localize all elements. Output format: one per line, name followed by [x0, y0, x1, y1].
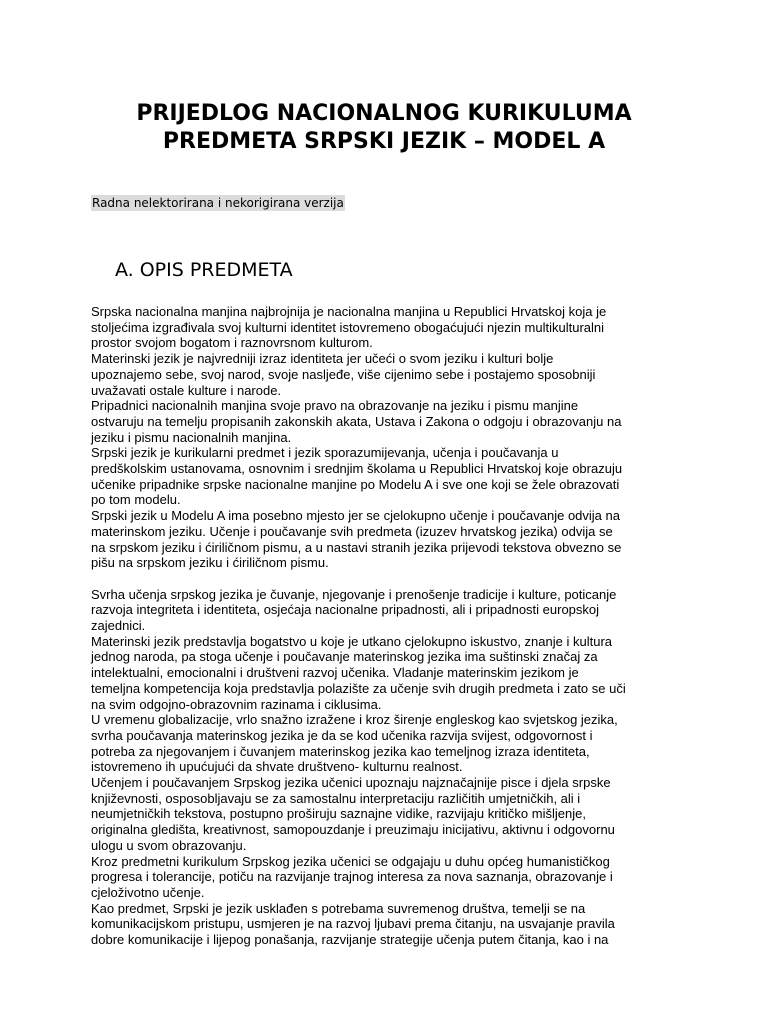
- paragraph-line: jednog naroda, pa stoga učenje i poučavanje materinskog jezika ima suštinski značaj za: [91, 649, 598, 665]
- title-line-2: PREDMETA SRPSKI JEZIK – MODEL A: [162, 129, 606, 154]
- paragraph-line: uvažavati ostale kulture i narode.: [91, 382, 282, 398]
- body-paragraph: [91, 304, 691, 351]
- paragraph-line: Srpski jezik u Modelu A ima posebno mjesto jer se cjelokupno učenje i poučavanje odvija na: [91, 508, 620, 524]
- paragraph-line: Kao predmet, Srpski je jezik usklađen s potrebama suvremenog društva, temelji se na: [91, 900, 586, 916]
- paragraph-line: na srpskom jeziku i ćiriličnom pismu, a u nastavi stranih jezika prijevodi tekstova obvezno se: [91, 539, 622, 555]
- body-paragraph: [91, 508, 691, 571]
- paragraph-line: U vremenu globalizacije, vrlo snažno izražene i kroz širenje engleskog kao svjetskog jezika,: [91, 712, 618, 728]
- draft-note: Radna nelektorirana i nekorigirana verzija: [92, 196, 344, 210]
- paragraph-line: cjeloživotno učenje.: [91, 885, 205, 900]
- paragraph-line: progresa i tolerancije, potiču na razvijanje trajnog interesa za nova saznanja, obrazovanje i: [91, 869, 613, 885]
- paragraph-line: upoznajemo sebe, svoj narod, svoje nasljeđe, više cijenimo sebe i postajemo sposobniji: [91, 366, 596, 382]
- paragraph-line: potreba za njegovanjem i čuvanjem materinskog jezika kao temeljnog izraza identiteta,: [91, 743, 590, 759]
- paragraph-line: ulogu u svom obrazovanju.: [91, 837, 247, 853]
- paragraph-line: dobre komunikacije i lijepog ponašanja, razvijanje strategije učenja putem čitanja, kao i na: [91, 932, 609, 948]
- paragraph-line: komunikacijskom pristupu, usmjeren je na razvoj ljubavi prema čitanju, na usvajanje pravila: [91, 916, 615, 932]
- title-line-1: PRIJEDLOG NACIONALNOG KURIKULUMA: [136, 101, 632, 126]
- body-paragraph: [91, 398, 691, 445]
- paragraph-line: stoljećima izgrađivala svoj kulturni identitet istovremeno obogaćujući njezin multikulturalni: [91, 319, 605, 335]
- paragraph-line: prostor svojom bogatom i raznovrsnom kulturom.: [91, 335, 373, 351]
- body-paragraph: [91, 351, 691, 398]
- document-title: [0, 100, 768, 156]
- body-paragraph: [91, 901, 691, 948]
- paragraph-line: materinskom jeziku. Učenje i poučavanje svih predmeta (izuzev hrvatskog jezika) odvija se: [91, 523, 613, 539]
- paragraph-line: istovremeno ih upućujući da shvate društveno- kulturnu realnost.: [91, 759, 463, 775]
- section-title: OPIS PREDMETA: [139, 259, 293, 281]
- paragraph-line: ostvaruju na temelju propisanih zakonskih akata, Ustava i Zakona o odgoju i obrazovanju na: [91, 413, 622, 429]
- paragraph-line: Učenjem i poučavanjem Srpskog jezika učenici upoznaju najznačajnije pisce i djela srpske: [91, 775, 611, 791]
- paragraph-line: po tom modelu.: [91, 492, 181, 508]
- paragraph-line: intelektualni, emocionalni i društveni razvoj učenika. Vladanje materinskim jezikom je: [91, 665, 579, 681]
- paragraph-gap: [91, 571, 691, 587]
- paragraph-line: Materinski jezik je najvredniji izraz identiteta jer učeći o svom jeziku i kulturi bolje: [91, 351, 554, 367]
- paragraph-line: Pripadnici nacionalnih manjina svoje pravo na obrazovanje na jeziku i pismu manjine: [91, 398, 579, 414]
- paragraph-line: Materinski jezik predstavlja bogatstvo u koje je utkano cjelokupno iskustvo, znanje i kultura: [91, 633, 612, 649]
- body-paragraph: [91, 445, 691, 508]
- paragraph-line: temeljna kompetencija koja predstavlja polazište za učenje svih drugih predmeta i zato se uči: [91, 680, 626, 696]
- paragraph-line: Kroz predmetni kurikulum Srpskog jezika učenici se odgajaju u duhu općeg humanističkog: [91, 853, 610, 869]
- paragraph-line: neumjetničkih tekstova, postupno proširuju saznajne vidike, razvijaju kritičko mišljenje,: [91, 806, 586, 822]
- paragraph-line: na svim odgojno-obrazovnim razinama i ciklusima.: [91, 696, 382, 712]
- paragraph-line: Svrha učenja srpskog jezika je čuvanje, njegovanje i prenošenje tradicije i kulture, poticanje: [91, 586, 617, 602]
- body-text: [91, 304, 691, 948]
- paragraph-line: originalna gledišta, kreativnost, samopouzdanje i preuzimaju inicijativu, aktivnu i odgovornu: [91, 822, 615, 838]
- paragraph-line: svrha poučavanja materinskog jezika je da se kod učenika razvija svijest, odgovornost i: [91, 727, 593, 743]
- body-paragraph: [91, 854, 691, 901]
- paragraph-line: razvoja integriteta i identiteta, osjećaja nacionalne pripadnosti, ali i pripadnosti europskoj: [91, 602, 600, 618]
- paragraph-line: Srpska nacionalna manjina najbrojnija je nacionalna manjina u Republici Hrvatskoj koja je: [91, 304, 607, 319]
- paragraph-line: zajednici.: [91, 618, 146, 634]
- paragraph-line: učenike pripadnike srpske nacionalne manjine po Modelu A i sve one koji se žele obrazovati: [91, 476, 620, 492]
- section-heading: [115, 257, 293, 283]
- paragraph-line: predškolskim ustanovama, osnovnim i srednjim školama u Republici Hrvatskoj koje obrazuju: [91, 461, 623, 477]
- body-paragraph: [91, 634, 691, 713]
- section-number: A.: [115, 259, 134, 281]
- body-paragraph: [91, 712, 691, 775]
- paragraph-line: pišu na srpskom jeziku i ćiriličnom pismu.: [91, 555, 329, 571]
- body-paragraph: [91, 775, 691, 854]
- paragraph-line: Srpski jezik je kurikularni predmet i jezik sporazumijevanja, učenja i poučavanja u: [91, 445, 559, 461]
- paragraph-line: književnosti, osposobljavaju se za samostalnu interpretaciju različitih umjetničkih, ali i: [91, 790, 581, 806]
- body-paragraph: [91, 587, 691, 634]
- paragraph-line: jeziku i pismu nacionalnih manjina.: [91, 429, 292, 445]
